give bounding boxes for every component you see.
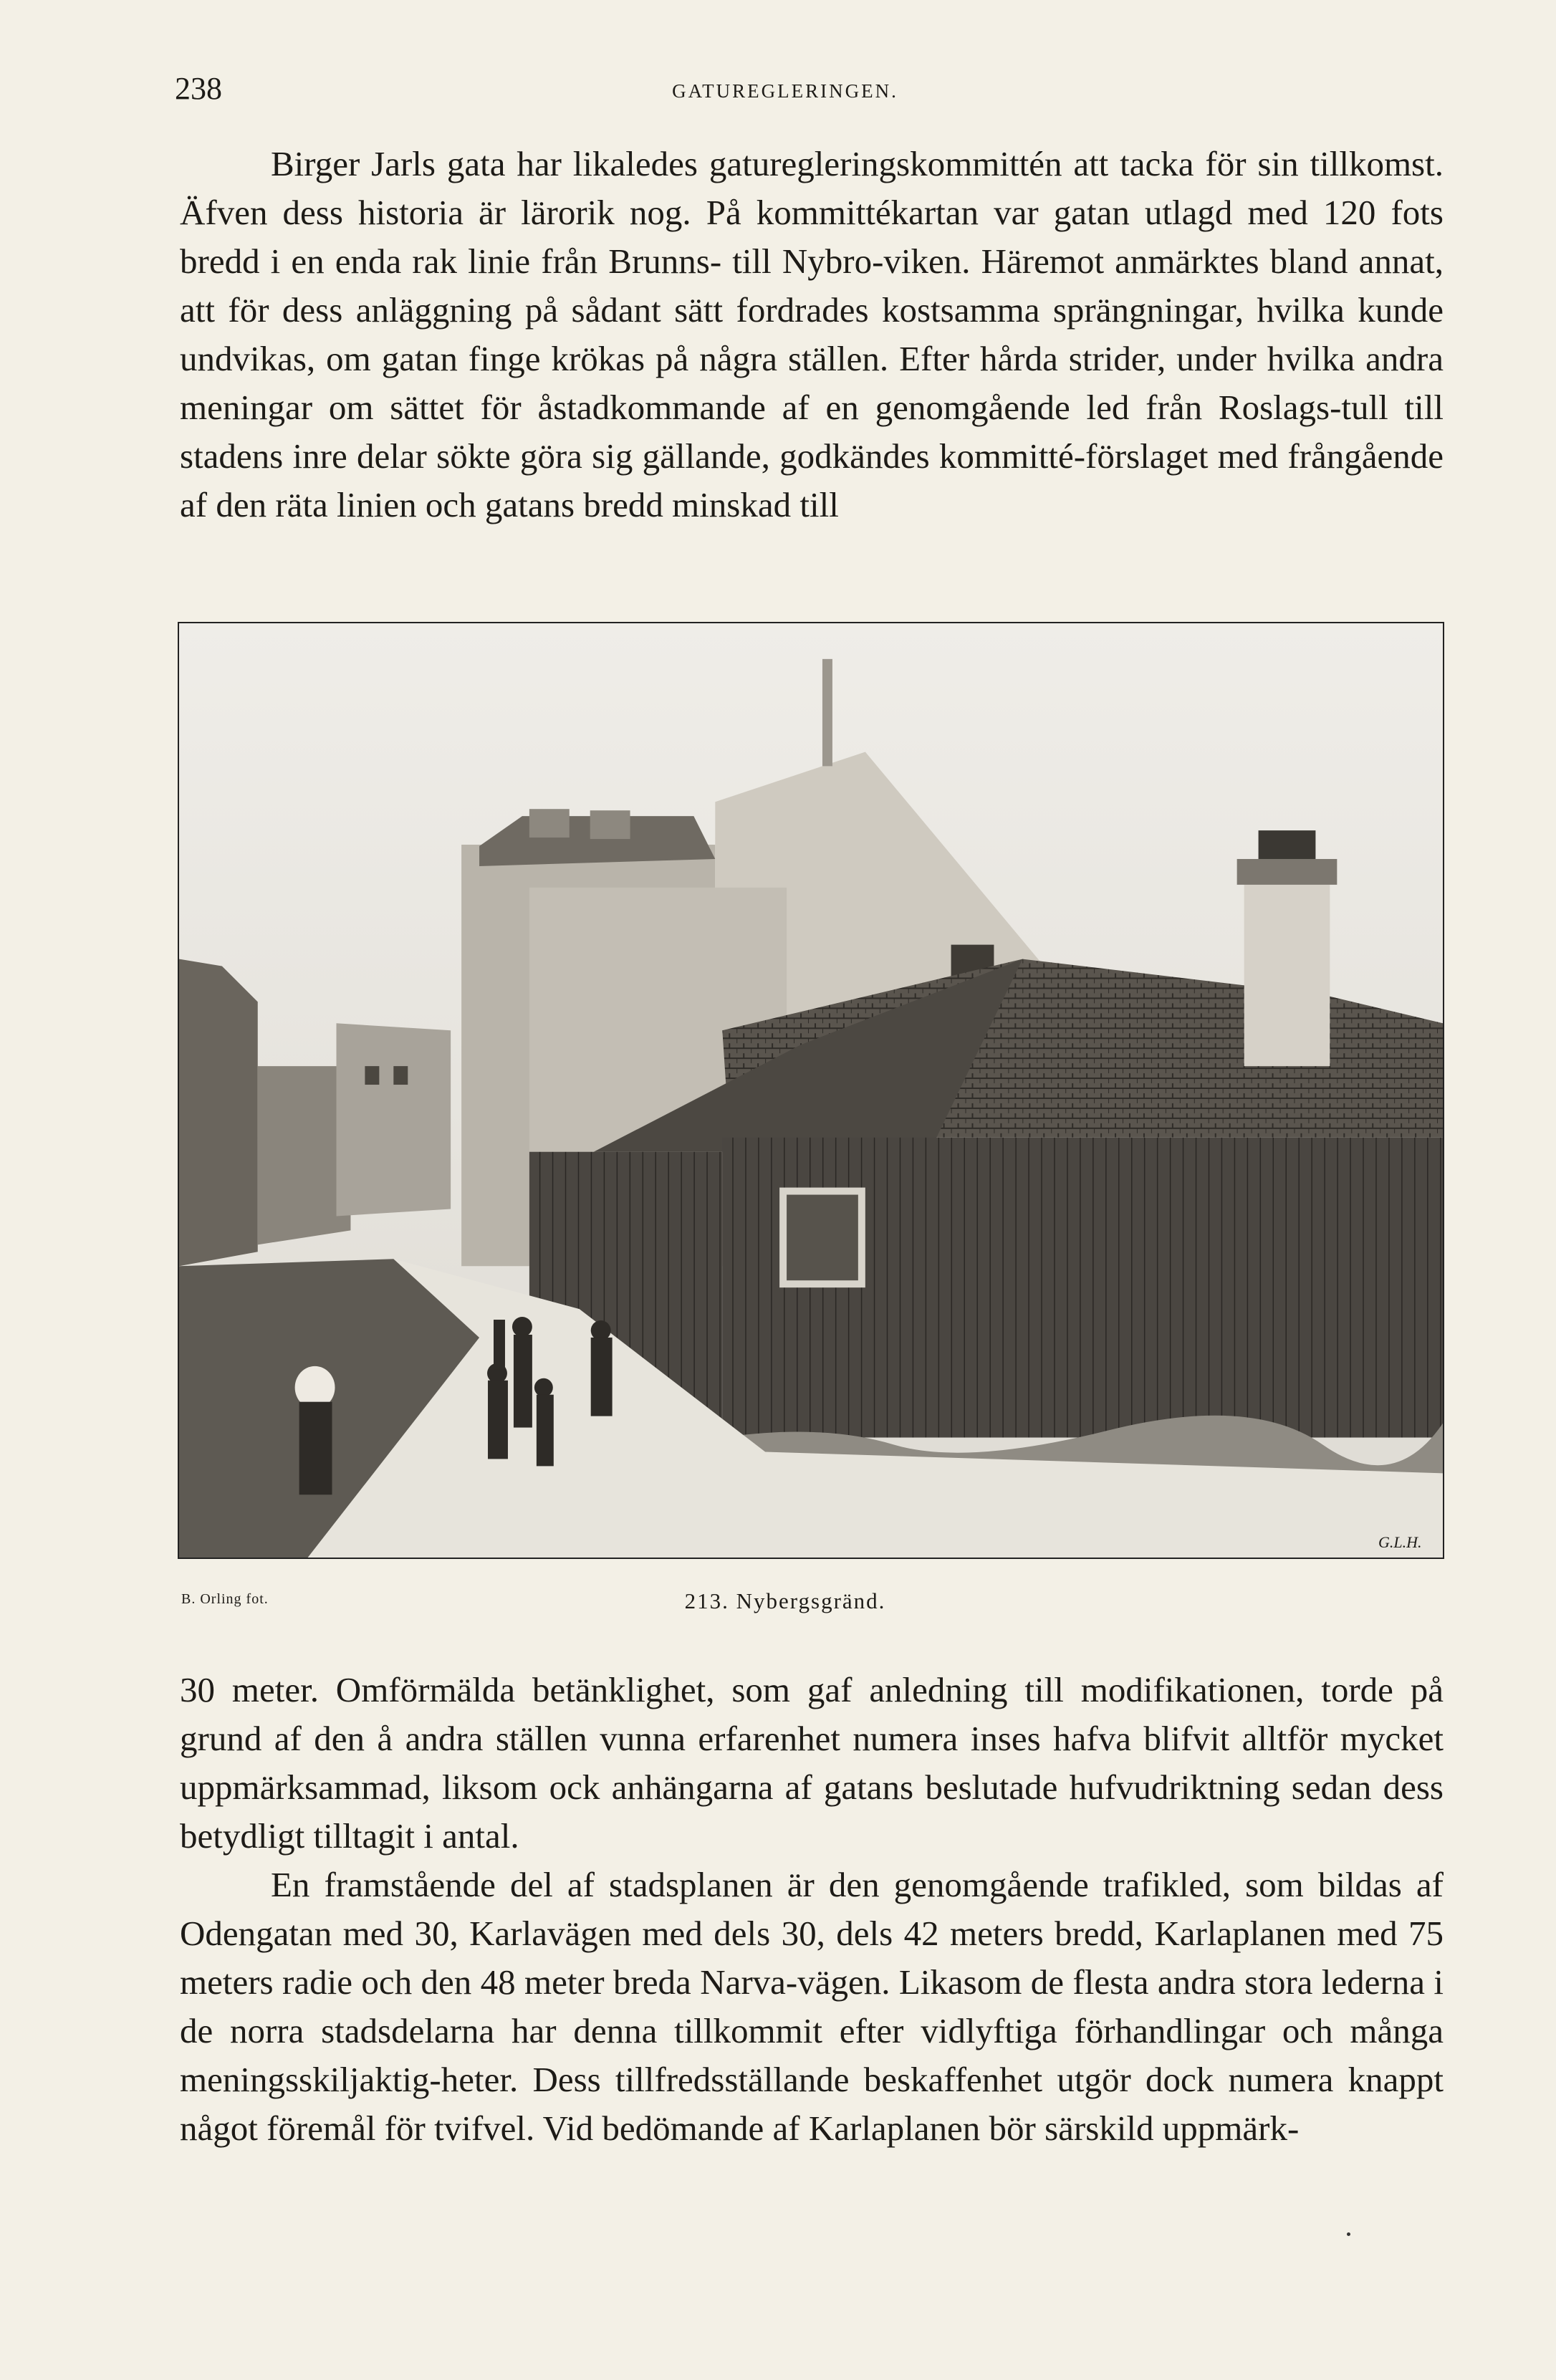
text-block-top (180, 140, 1444, 529)
figure-caption: 213. Nybergsgränd. (684, 1588, 886, 1613)
running-head: GATUREGLERINGEN. (672, 80, 898, 102)
paragraph: En framstående del af stadsplanen är den genomgående trafikled, som bildas af Odengatan med 30, Karlavägen med dels 30, dels 42 meters bredd, Karlaplanen med 75 meters radie och den 48 meter breda Narva-vägen. Likasom de flesta andra stora lederna i de norra stadsdelarna har denna tillkommit efter vidlyftiga förhandlingar och många meningsskiljaktig-heter. Dess tillfredsställande beskaffenhet utgör dock numera knappt något föremål för tvifvel. Vid bedömande af Karlaplanen bör särskild uppmärk- (180, 1865, 1444, 2148)
ink-speck (1347, 2232, 1350, 2236)
paragraph: Birger Jarls gata har likaledes gaturegleringskommittén att tacka för sin tillkomst. Äfven dess historia är lärorik nog. På kommittékartan var gatan utlagd med 120 fots bredd i en enda rak linie från Brunns- till Nybro-viken. Häremot anmärktes bland annat, att för dess anläggning på sådant sätt fordrades kostsamma sprängningar, hvilka kunde undvikas, om gatan finge krökas på några ställen. Efter hårda strider, under hvilka andra meningar om sättet för åstadkommande af en genomgående led från Roslags-tull till stadens inre delar sökte göra sig gällande, godkändes kommitté-förslaget med frångående af den räta linien och gatans bredd minskad till (180, 144, 1444, 524)
photo-monogram: G.L.H. (1378, 1533, 1422, 1551)
text-block-bottom (180, 1666, 1444, 2153)
photo-credit: B. Orling fot. (181, 1591, 269, 1607)
paragraph: 30 meter. Omförmälda betänklighet, som gaf anledning till modifikationen, torde på grund af den å andra ställen vunna erfarenhet numera inses hafva blifvit alltför mycket uppmärksammad, liksom ock anhängarna af gatans beslutade hufvudriktning sedan dess betydligt tilltagit i antal. (180, 1670, 1444, 1856)
street-scene-illustration (179, 623, 1443, 1558)
photo-nybergsgrand (178, 622, 1444, 1559)
page-number: 238 (175, 71, 222, 106)
